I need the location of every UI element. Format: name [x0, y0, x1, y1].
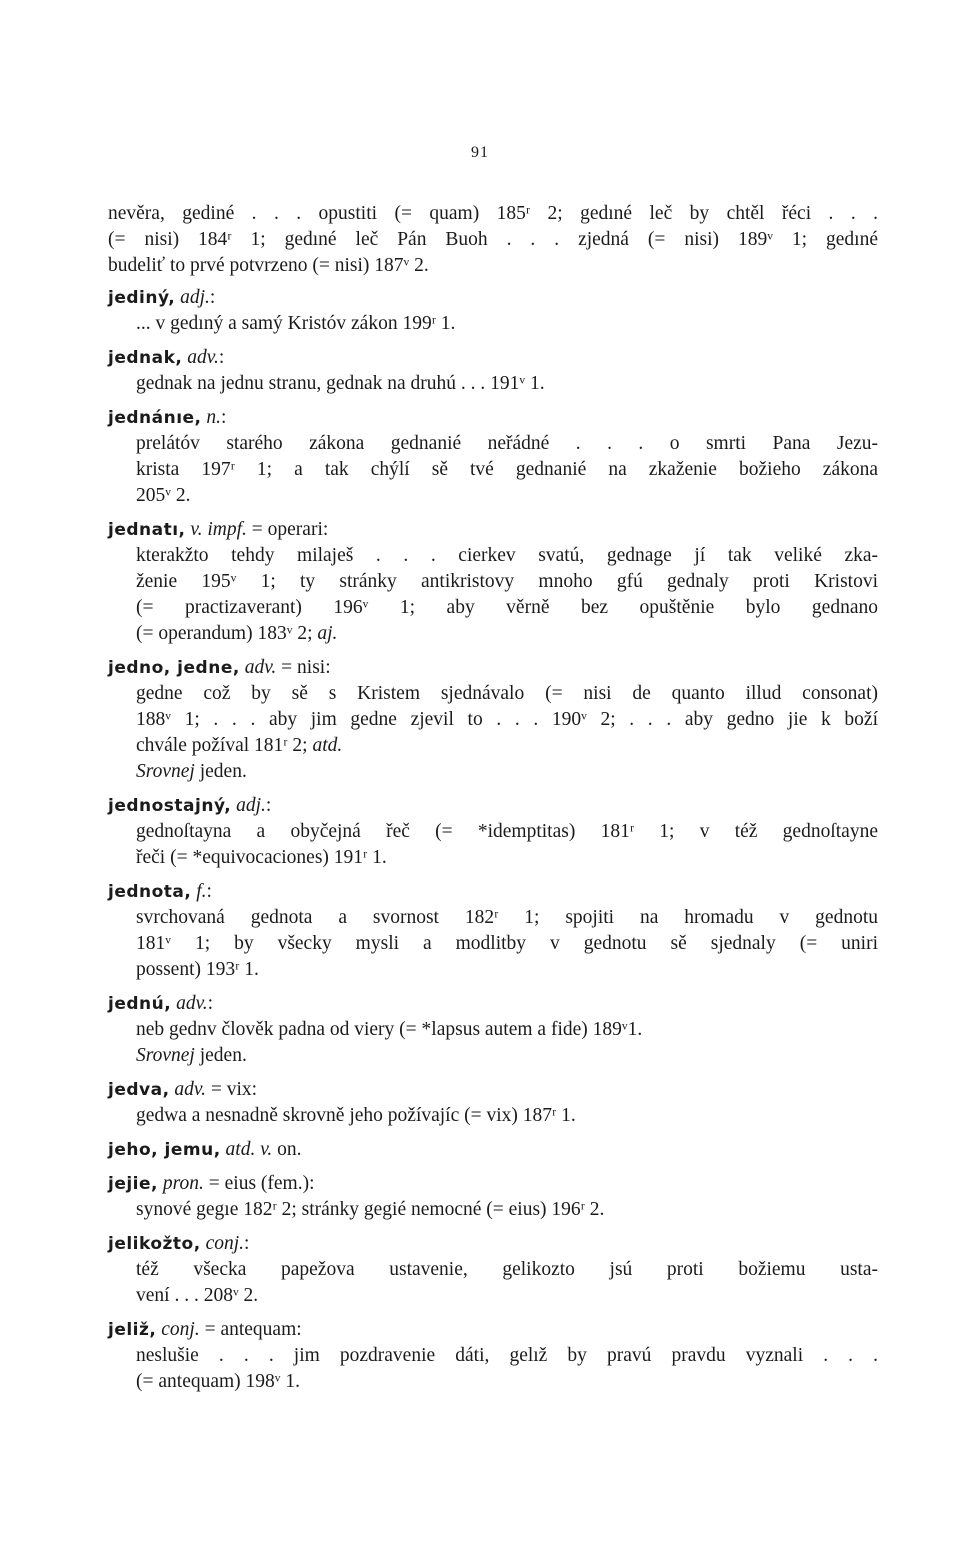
citation-line: 181ᵛ 1; by všecky mysli a modlitby v gednotu sě sjednaly (= uniri [136, 933, 878, 954]
definition: : [206, 881, 212, 902]
citation-text: chvále požíval 181ʳ 2; [136, 735, 313, 756]
entry-heading [108, 1171, 878, 1197]
citation-line: (= practizaverant) 196ᵛ 1; aby věrně bez opuštěnie bylo gednano [136, 597, 878, 618]
citation-line: gedwa a nesnadně skrovně jeho požívajíc (= vix) 187ʳ 1. [136, 1105, 576, 1126]
reference-target: jeden. [194, 761, 247, 782]
citation-line: (= antequam) 198ᵛ 1. [136, 1371, 301, 1392]
citation-line: řeči (= *equivocaciones) 191ʳ 1. [136, 847, 387, 868]
part-of-speech: adj. [180, 287, 210, 308]
headword: jelikožto, [108, 1234, 201, 1254]
part-of-speech: conj. [161, 1319, 200, 1340]
cross-reference [108, 1043, 878, 1069]
continuation-line: nevěra, gediné . . . opustiti (= quam) 185ʳ 2; gedıné leč by chtěl řéci . . . [108, 203, 878, 224]
etc-abbrev: atd. [312, 735, 343, 756]
entry-heading [108, 1077, 878, 1103]
page-body [108, 201, 878, 1395]
citation-line: ... v gedıný a samý Kristóv zákon 199ʳ 1. [136, 313, 456, 334]
part-of-speech: adj. [236, 795, 266, 816]
part-of-speech: adv. [187, 347, 219, 368]
part-of-speech: adv. [174, 1079, 207, 1100]
entry-heading [108, 1137, 878, 1163]
headword: jedva, [108, 1080, 170, 1100]
page-number: 91 [471, 144, 489, 161]
citation-line: krista 197ʳ 1; a tak chýlí sě tvé gednanié na zkaženie božieho zákona [136, 459, 878, 480]
citation-line: 188ᵛ 1; . . . aby jim gedne zjevil to . . . 190ᵛ 2; . . . aby gedno jie k boží [136, 709, 878, 730]
part-of-speech: conj. [205, 1233, 245, 1254]
citation-line: též všecka papežova ustavenie, gelikozto jsú proti božiemu usta- [136, 1259, 878, 1280]
headword: jednánıe, [108, 408, 202, 428]
definition: : [218, 347, 225, 368]
headword: jednú, [108, 994, 172, 1014]
part-of-speech: adv. [176, 993, 208, 1014]
part-of-speech: pron. [162, 1173, 204, 1194]
cross-reference [108, 759, 878, 785]
reference-target: jeden. [194, 1045, 247, 1066]
citation-line: synové gegıe 182ʳ 2; stránky gegié nemocné (= eius) 196ʳ 2. [136, 1199, 605, 1220]
definition: = vix: [210, 1079, 258, 1100]
continuation-line: budeliť to prvé potvrzeno (= nisi) 187ᵛ 2. [108, 255, 429, 276]
citation-line: gedne což by sě s Kristem sjednávalo (= nisi de quanto illud consonat) [136, 683, 878, 704]
citation-line: neb gednv člověk padna od viery (= *lapsus autem a fide) 189ᵛ1. [136, 1019, 643, 1040]
headword: jejie, [108, 1174, 158, 1194]
entry-heading [108, 1317, 878, 1343]
definition: : [244, 1233, 250, 1254]
part-of-speech: f. [196, 881, 207, 902]
citation-line: ženie 195ᵛ 1; ty stránky antikristovy mnoho gfú gednaly proti Kristovi [136, 571, 878, 592]
entry-heading [108, 793, 878, 819]
citation-line [108, 733, 878, 759]
definition: = operari: [251, 519, 329, 540]
definition: : [207, 993, 214, 1014]
cross-reference-note: atd. v. [225, 1139, 273, 1160]
continuation-line: (= nisi) 184ʳ 1; gedıné leč Pán Buoh . . . zjedná (= nisi) 189ᵛ 1; gedıné [108, 229, 878, 250]
entry-heading [108, 285, 878, 311]
headword: jednota, [108, 882, 192, 902]
see-also: Srovnej [136, 761, 195, 782]
headword: jeliž, [108, 1320, 157, 1340]
entry-heading [108, 345, 878, 371]
headword: jednostajný, [108, 796, 232, 816]
entry-heading [108, 655, 878, 681]
headword: jediný, [108, 288, 176, 308]
citation-line [108, 621, 878, 647]
citation-line: neslušie . . . jim pozdravenie dáti, gelıž by pravú pravdu vyznali . . . [136, 1345, 878, 1366]
definition: : [209, 287, 216, 308]
citation-line: prelátóv starého zákona gednanié neřádné . . . o smrti Pana Jezu- [136, 433, 878, 454]
part-of-speech: v. impf. [190, 519, 247, 540]
definition: = antequam: [204, 1319, 302, 1340]
entry-heading [108, 991, 878, 1017]
etc-abbrev: aj. [317, 623, 338, 644]
see-also: Srovnej [136, 1045, 195, 1066]
citation-line: kterakžto tehdy milaješ . . . cierkev svatú, gednage jí tak veliké zka- [136, 545, 878, 566]
definition: : [221, 407, 227, 428]
part-of-speech: adv. [244, 657, 277, 678]
entry-heading [108, 517, 878, 543]
definition: : [265, 795, 272, 816]
entry-heading [108, 1231, 878, 1257]
definition: = eius (fem.): [208, 1173, 315, 1194]
citation-line: possent) 193ʳ 1. [136, 959, 259, 980]
headword: jedno, jedne, [108, 658, 240, 678]
definition: = nisi: [281, 657, 331, 678]
reference-target: on. [277, 1139, 302, 1160]
entry-heading [108, 405, 878, 431]
citation-text: (= operandum) 183ᵛ 2; [136, 623, 318, 644]
citation-line: 205ᵛ 2. [136, 485, 191, 506]
citation-line: svrchovaná gednota a svornost 182ʳ 1; spojiti na hromadu v gednotu [136, 907, 878, 928]
citation-line: gednak na jednu stranu, gednak na druhú . . . 191ᵛ 1. [136, 373, 545, 394]
citation-line: gednoſtayna a obyčejná řeč (= *idemptitas) 181ʳ 1; v též gednoſtayne [136, 821, 878, 842]
entry-heading [108, 879, 878, 905]
part-of-speech: n. [206, 407, 222, 428]
headword: jednatı, [108, 520, 186, 540]
citation-line: vení . . . 208ᵛ 2. [136, 1285, 259, 1306]
headword: jeho, jemu, [108, 1140, 221, 1160]
headword: jednak, [108, 348, 183, 368]
